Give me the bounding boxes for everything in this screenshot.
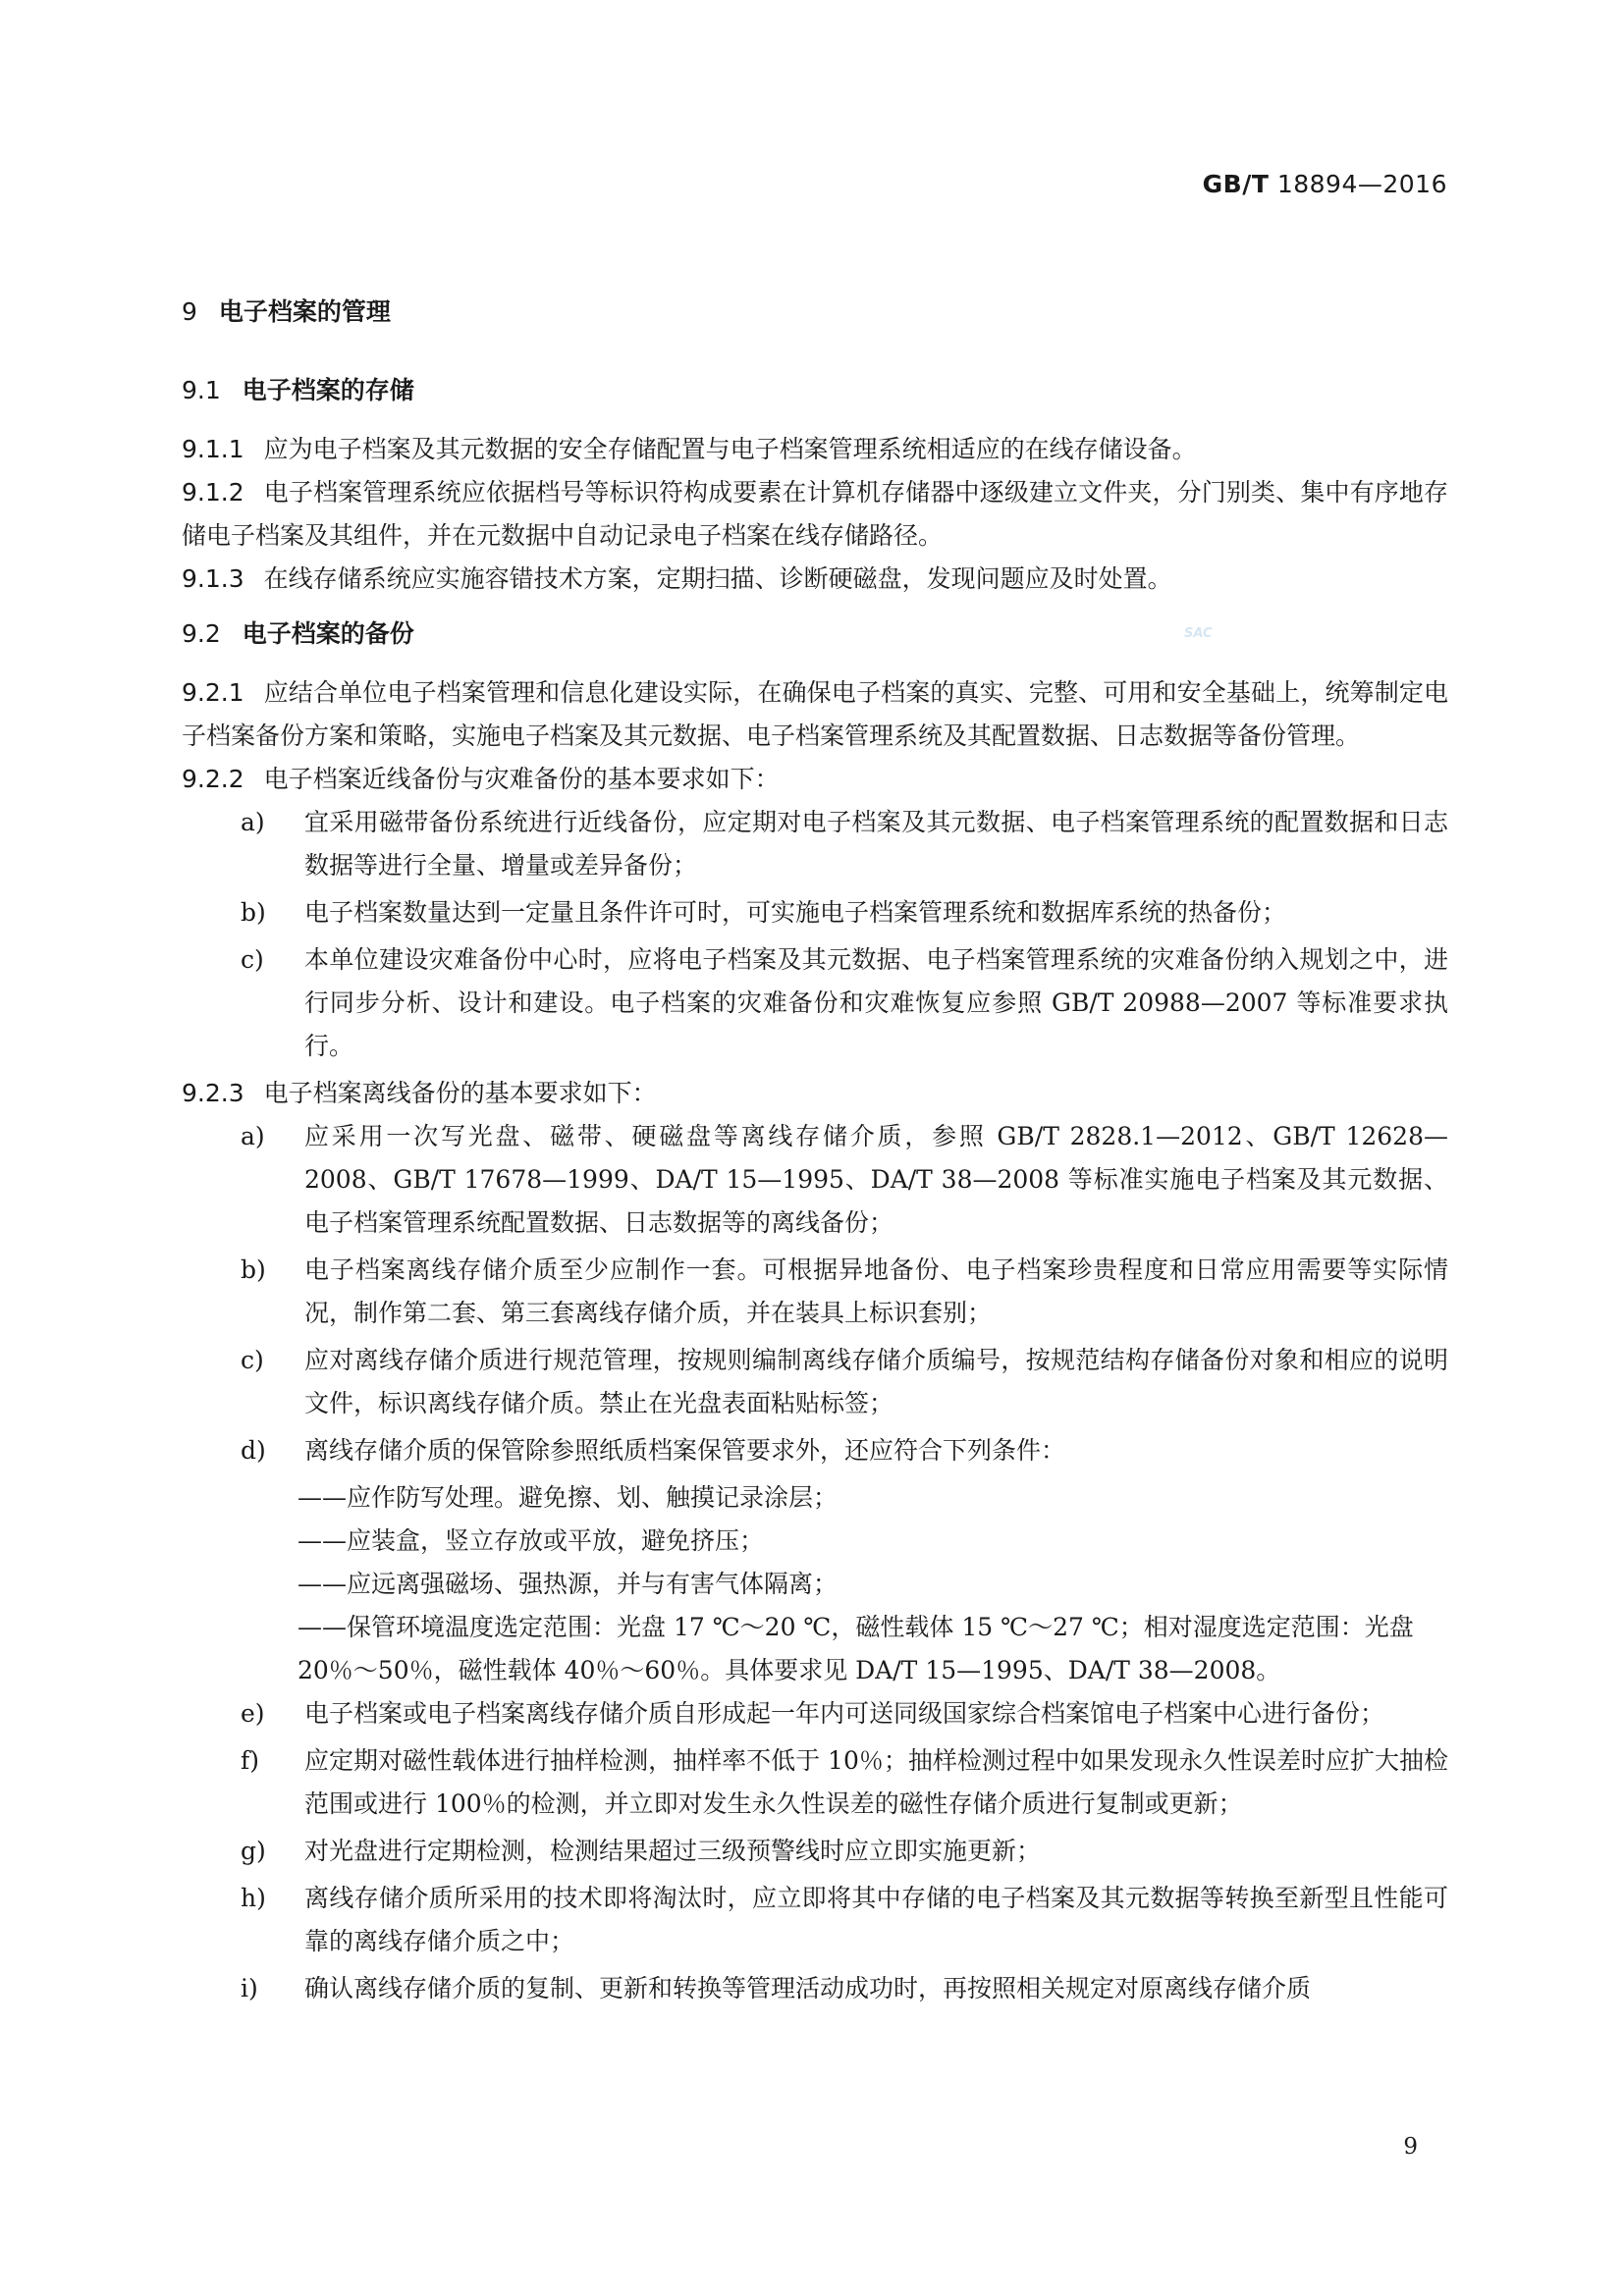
clause-text: 应结合单位电子档案管理和信息化建设实际，在确保电子档案的真实、完整、可用和安全基础上，统筹制定电子档案备份方案和策略，实施电子档案及其元数据、电子档案管理系统及其配置数据、日志数据等备份管理。 [182,678,1448,750]
list-item [182,1115,1448,1245]
list-item [182,891,1448,934]
clause-text: 在线存储系统应实施容错技术方案，定期扫描、诊断硬磁盘，发现问题应及时处置。 [263,564,1172,593]
list-item-label: i) [241,1974,258,2002]
heading-title: 电子档案的存储 [242,376,414,404]
clause-number: 9.1.1 [182,435,244,463]
clause-paragraph [182,1072,1448,1115]
clause-paragraph [182,428,1448,471]
list-item-text: 电子档案数量达到一定量且条件许可时，可实施电子档案管理系统和数据库系统的热备份； [304,898,1287,927]
list-item-text: 电子档案或电子档案离线存储介质自形成起一年内可送同级国家综合档案馆电子档案中心进行备份； [304,1699,1385,1728]
clause-text: 电子档案离线备份的基本要求如下： [263,1079,657,1107]
chapter-heading [182,291,1448,334]
list-item-label: e) [241,1699,265,1728]
document-body [182,291,1448,2014]
list-item-label: h) [241,1884,266,1912]
heading-number: 9.2 [182,619,221,648]
clause-number: 9.1.3 [182,564,244,593]
heading-title: 电子档案的备份 [242,619,414,648]
clause-paragraph [182,671,1448,758]
list-item-text: 应对离线存储介质进行规范管理，按规则编制离线存储介质编号，按规范结构存储备份对象和相应的说明文件，标识离线存储介质。禁止在光盘表面粘贴标签； [304,1346,1448,1417]
list-item [182,1429,1448,1472]
list-item-text: 应定期对磁性载体进行抽样检测，抽样率不低于 10％；抽样检测过程中如果发现永久性误差时应扩大抽检范围或进行 100％的检测，并立即对发生永久性误差的磁性存储介质进行复制或更新； [304,1746,1448,1818]
list-item-text: 电子档案离线存储介质至少应制作一套。可根据异地备份、电子档案珍贵程度和日常应用需要等实际情况，制作第二套、第三套离线存储介质，并在装具上标识套别； [304,1255,1448,1327]
standard-prefix: GB/T [1202,170,1270,198]
page-number: 9 [1403,2134,1418,2160]
clause-paragraph [182,558,1448,601]
list-item-label: a) [241,1122,265,1150]
list-item-label: a) [241,808,265,836]
list-item-text: 确认离线存储介质的复制、更新和转换等管理活动成功时，再按照相关规定对原离线存储介质 [304,1974,1312,2002]
clause-number: 9.2.3 [182,1079,244,1107]
list-item-text: 对光盘进行定期检测，检测结果超过三级预警线时应立即实施更新； [304,1837,1042,1865]
section-heading [182,613,1448,656]
list-item [182,1339,1448,1425]
heading-number: 9 [182,297,197,326]
list-item-text: 应采用一次写光盘、磁带、硬磁盘等离线存储介质，参照 GB/T 2828.1—2012、GB/T 12628—2008、GB/T 17678—1999、DA/T 15—1995、DA/T 38—2008 等标准实施电子档案及其元数据、电子档案管理系统配置数据、日志数据等的离线备份； [304,1122,1448,1237]
clause-text: 电子档案管理系统应依据档号等标识符构成要素在计算机存储器中逐级建立文件夹，分门别类、集中有序地存储电子档案及其组件，并在元数据中自动记录电子档案在线存储路径。 [182,478,1448,550]
clause-number: 9.2.1 [182,678,244,707]
list-item [182,1249,1448,1335]
list-item-text: 宜采用磁带备份系统进行近线备份，应定期对电子档案及其元数据、电子档案管理系统的配置数据和日志数据等进行全量、增量或差异备份； [304,808,1448,880]
heading-number: 9.1 [182,376,221,404]
clause-text: 电子档案近线备份与灾难备份的基本要求如下： [263,765,780,793]
clause-number: 9.1.2 [182,478,244,507]
list-item-text: 本单位建设灾难备份中心时，应将电子档案及其元数据、电子档案管理系统的灾难备份纳入规划之中，进行同步分析、设计和建设。电子档案的灾难备份和灾难恢复应参照 GB/T 20988—2007 等标准要求执行。 [304,945,1448,1060]
clause-paragraph [182,758,1448,801]
list-item [182,801,1448,887]
dash-item: ——保管环境温度选定范围：光盘 17 ℃～20 ℃，磁性载体 15 ℃～27 ℃；相对湿度选定范围：光盘 20％～50％，磁性载体 40％～60％。具体要求见 DA/T 15—1995、DA/T 38—2008。 [298,1613,1414,1684]
list-item [182,1830,1448,1873]
list-item [182,1967,1448,2010]
dash-item: ——应远离强磁场、强热源，并与有害气体隔离； [298,1570,839,1598]
list-item-label: b) [241,898,266,927]
list-item [182,1877,1448,1963]
heading-title: 电子档案的管理 [218,297,391,326]
standard-number: 18894—2016 [1276,170,1447,198]
clause-number: 9.2.2 [182,765,244,793]
list-item [182,938,1448,1068]
sac-watermark-logo: SAC [1184,626,1213,641]
dash-item: ——应作防写处理。避免擦、划、触摸记录涂层； [298,1483,839,1512]
list-item-text: 离线存储介质的保管除参照纸质档案保管要求外，还应符合下列条件： [304,1436,1066,1465]
list-item-label: f) [241,1746,260,1775]
list-item-label: c) [241,1346,264,1374]
section-heading [182,369,1448,412]
clause-paragraph [182,471,1448,558]
list-item-label: d) [241,1436,266,1465]
list-item-text: 离线存储介质所采用的技术即将淘汰时，应立即将其中存储的电子档案及其元数据等转换至新型且性能可靠的离线存储介质之中； [304,1884,1448,1955]
standard-code [1203,170,1447,198]
list-item-label: b) [241,1255,266,1284]
list-item-label: g) [241,1837,266,1865]
clause-text: 应为电子档案及其元数据的安全存储配置与电子档案管理系统相适应的在线存储设备。 [263,435,1197,463]
dash-item: ——应装盒，竖立存放或平放，避免挤压； [298,1526,765,1555]
list-item-label: c) [241,945,264,974]
list-item [182,1692,1448,1735]
list-item [182,1739,1448,1826]
